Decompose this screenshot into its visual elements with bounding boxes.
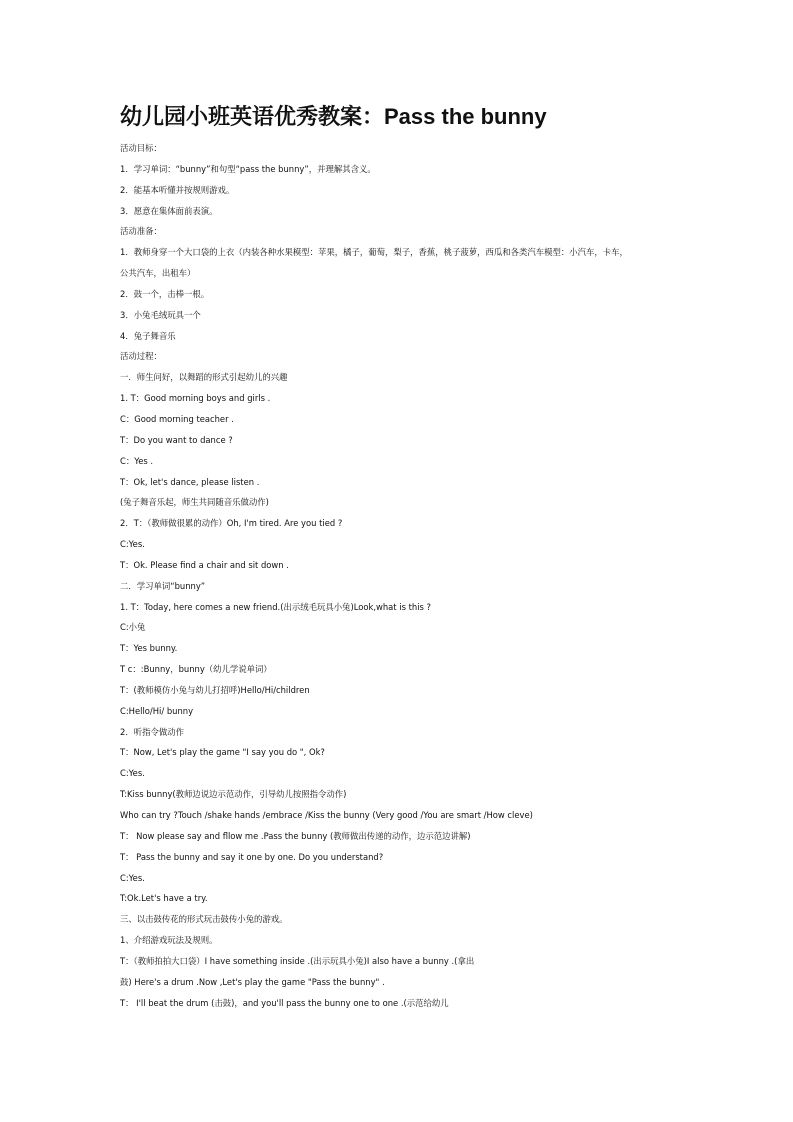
text-line: 2．鼓一个，击棒一根。	[120, 288, 210, 299]
text-line: 3．愿意在集体面前表演。	[120, 205, 218, 216]
text-line: 活动准备：	[120, 226, 162, 237]
text-line: T：Ok. Please find a chair and sit down .	[120, 559, 289, 570]
text-line: T：Yes bunny.	[120, 643, 178, 654]
text-line: Who can try ?Touch /shake hands /embrace /Kiss the bunny (Very good /You are smart /How cleve)	[120, 810, 533, 820]
text-line: T：(教师模仿小兔与幼儿打招呼)Hello/Hi/children	[120, 684, 310, 695]
text-line: T： I'll beat the drum (击鼓)，and you'll pass the bunny one to one .(示范给幼儿	[120, 997, 449, 1008]
text-line: T：Now, Let's play the game "I say you do ", Ok?	[120, 747, 325, 758]
text-line: 2．T：（教师做很累的动作）Oh, I'm tired. Are you tied ?	[120, 518, 343, 529]
text-line: 1、介绍游戏玩法及规则。	[120, 935, 218, 946]
text-line: C:Yes.	[120, 539, 145, 550]
text-line: 1．学习单词：“bunny”和句型“pass the bunny”，并理解其含义。	[120, 163, 376, 174]
text-line: 3．小兔毛绒玩具一个	[120, 309, 201, 320]
text-line: (兔子舞音乐起，师生共同随音乐做动作)	[120, 497, 269, 508]
text-line: C:Yes.	[120, 768, 145, 779]
text-line: 1. T：Today, here comes a new friend.(出示绒毛玩具小兔)Look,what is this ?	[120, 601, 431, 612]
text-line: C：Yes .	[120, 455, 154, 466]
document-body	[120, 138, 760, 1013]
text-line: T：（教师拍拍大口袋）I have something inside .(出示玩具小兔)I also have a bunny .(拿出	[120, 955, 475, 966]
text-line: T:Ok.Let's have a try.	[120, 893, 208, 904]
text-line: T： Now please say and fllow me .Pass the bunny (教师做出传递的动作，边示范边讲解)	[120, 830, 471, 841]
text-line: C:小兔	[120, 622, 146, 633]
text-line: 2．听指令做动作	[120, 726, 184, 737]
text-line: C:Hello/Hi/ bunny	[120, 705, 194, 716]
text-line: C:Yes.	[120, 872, 145, 883]
text-line: 2．能基本听懂并按规则游戏。	[120, 184, 235, 195]
document-title: 幼儿园小班英语优秀教案：Pass the bunny	[120, 104, 547, 129]
text-line: 一．师生问好，以舞蹈的形式引起幼儿的兴趣	[120, 372, 288, 383]
text-line: 二．学习单词“bunny”	[120, 580, 206, 591]
text-line: T:Kiss bunny(教师边说边示范动作，引导幼儿按照指令动作)	[120, 789, 347, 800]
text-line: T c：:Bunny，bunny（幼儿学说单词）	[120, 664, 272, 675]
text-line: 1．教师身穿一个大口袋的上衣（内装各种水果模型：苹果，橘子，葡萄，梨子，香蕉，桃子菠萝，西瓜和各类汽车模型：小汽车，卡车，	[120, 247, 628, 258]
text-line: 1. T：Good morning boys and girls .	[120, 393, 271, 404]
text-line: T： Pass the bunny and say it one by one. Do you understand?	[120, 851, 384, 862]
text-line: T：Do you want to dance ?	[120, 434, 233, 445]
text-line: 活动目标：	[120, 143, 162, 153]
text-line: 公共汽车，出租车）	[120, 268, 196, 279]
text-line: C：Good morning teacher .	[120, 413, 234, 424]
text-line: 鼓) Here's a drum .Now ,Let's play the game "Pass the bunny" .	[120, 976, 385, 987]
text-line: 4．兔子舞音乐	[120, 330, 176, 341]
text-line: T：Ok, let's dance, please listen .	[120, 476, 260, 487]
text-line: 活动过程：	[120, 351, 162, 362]
text-line: 三、以击鼓传花的形式玩击鼓传小兔的游戏。	[120, 914, 288, 925]
